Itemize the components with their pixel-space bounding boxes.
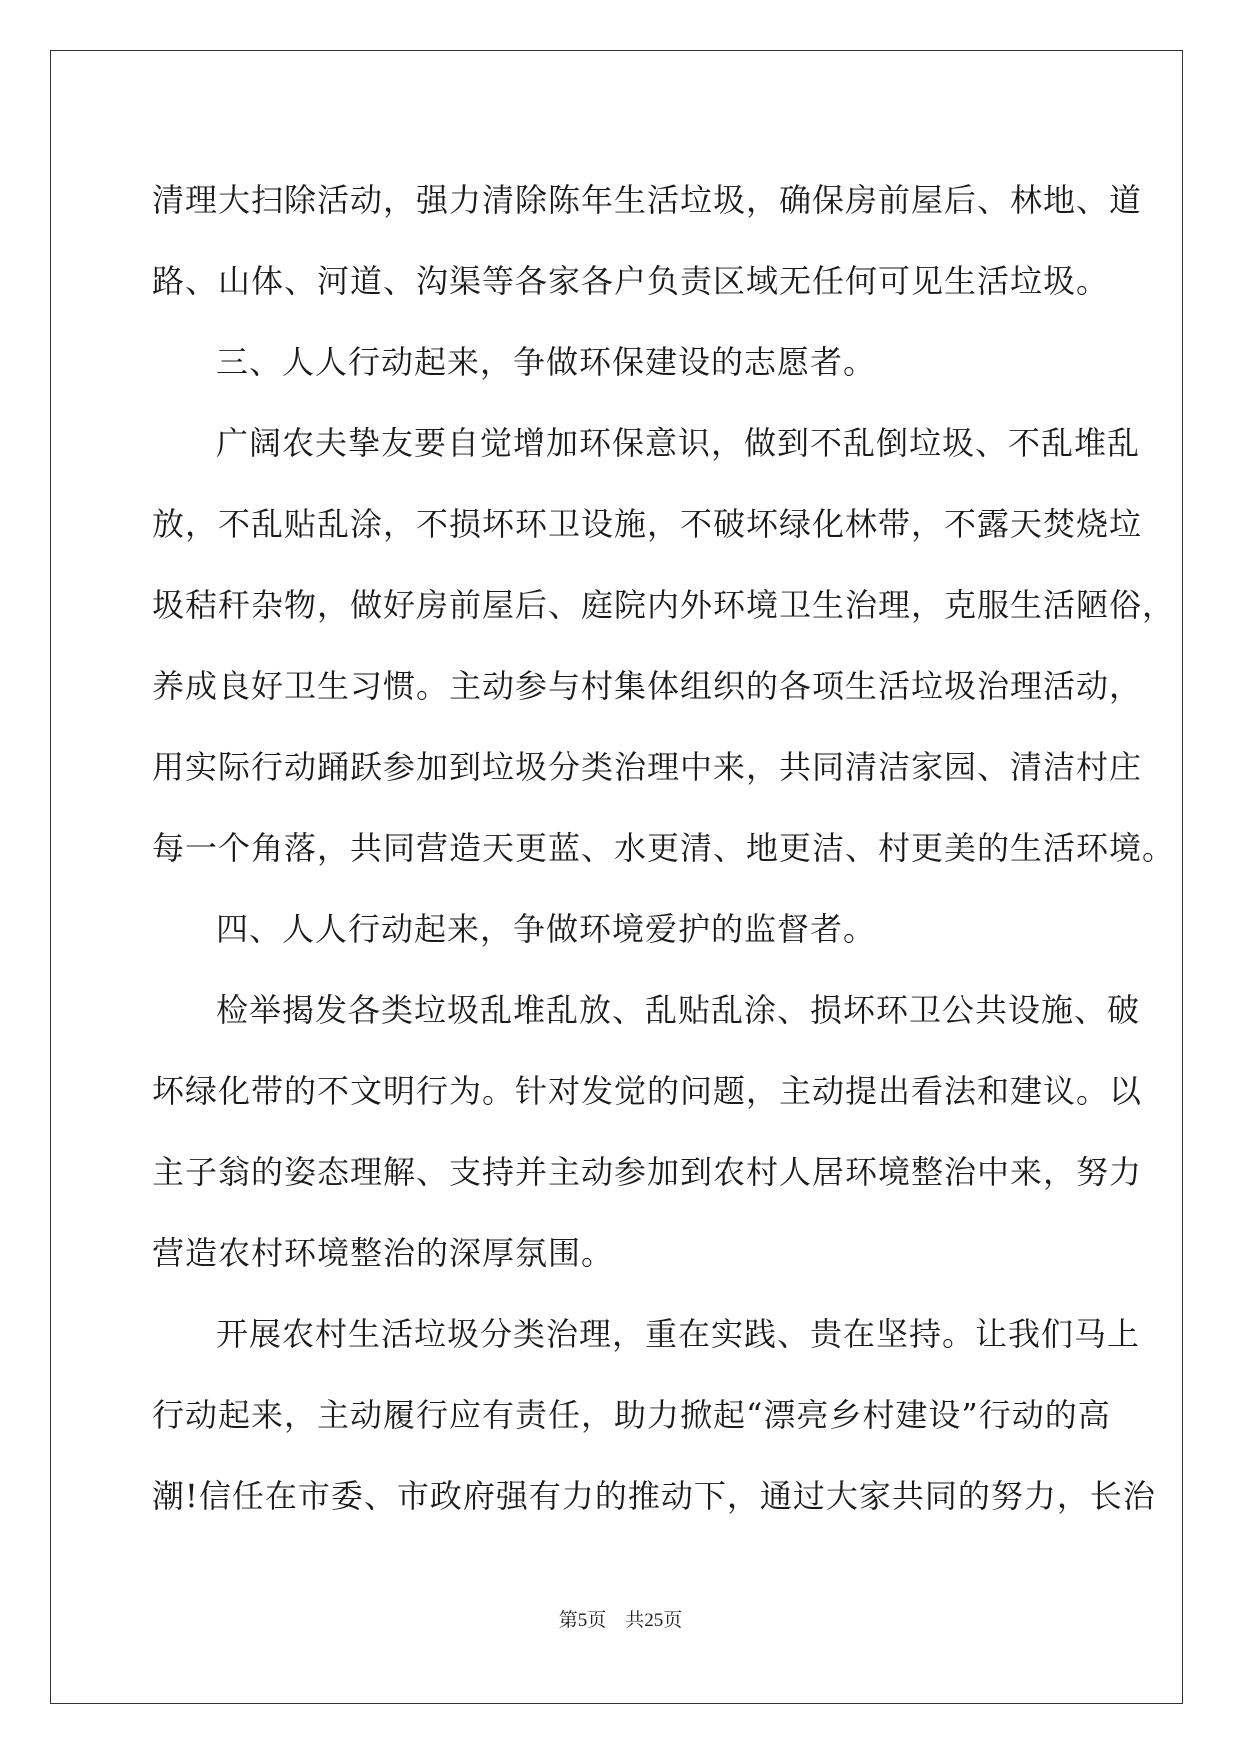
text-line-12: 坏绿化带的不文明行为。针对发觉的问题，主动提出看法和建议。以 [152,1072,1143,1110]
text-line-2: 路、山体、河道、沟渠等各家各户负责区域无任何可见生活垃圾。 [152,262,1110,300]
text-line-4: 广阔农夫挚友要自觉增加环保意识，做到不乱倒垃圾、不乱堆乱 [216,424,1141,462]
text-line-7: 养成良好卫生习惯。主动参与村集体组织的各项生活垃圾治理活动， [152,667,1143,705]
section-heading-3: 三、人人行动起来，争做环保建设的志愿者。 [216,343,877,381]
page-middle: 页 共 [587,1609,645,1631]
text-line-5: 放，不乱贴乱涂，不损坏环卫设施，不破坏绿化林带，不露天焚烧垃 [152,505,1143,543]
page-prefix: 第 [558,1609,578,1631]
text-line-1: 清理大扫除活动，强力清除陈年生活垃圾，确保房前屋后、林地、道 [152,181,1143,219]
text-line-9: 每一个角落，共同营造天更蓝、水更清、地更洁、村更美的生活环境。 [152,829,1176,867]
text-line-15: 开展农村生活垃圾分类治理，重在实践、贵在坚持。让我们马上 [216,1315,1141,1353]
document-body [152,160,1176,1537]
text-line-16: 行动起来，主动履行应有责任，助力掀起“漂亮乡村建设”行动的高 [152,1396,1111,1434]
text-line-17: 潮!信任在市委、市政府强有力的推动下，通过大家共同的努力，长治 [152,1477,1156,1515]
text-line-6: 圾秸秆杂物，做好房前屋后、庭院内外环境卫生治理，克服生活陋俗， [152,586,1176,624]
text-line-13: 主子翁的姿态理解、支持并主动参加到农村人居环境整治中来，努力 [152,1153,1143,1191]
page-total: 25 [644,1610,664,1631]
section-heading-4: 四、人人行动起来，争做环境爱护的监督者。 [216,910,877,948]
page-footer [0,1605,1241,1632]
text-line-11: 检举揭发各类垃圾乱堆乱放、乱贴乱涂、损坏环卫公共设施、破 [216,991,1141,1029]
text-line-14: 营造农村环境整治的深厚氛围。 [152,1234,615,1272]
text-line-8: 用实际行动踊跃参加到垃圾分类治理中来，共同清洁家园、清洁村庄 [152,748,1143,786]
page-suffix: 页 [663,1609,683,1631]
page-current: 5 [577,1610,588,1631]
